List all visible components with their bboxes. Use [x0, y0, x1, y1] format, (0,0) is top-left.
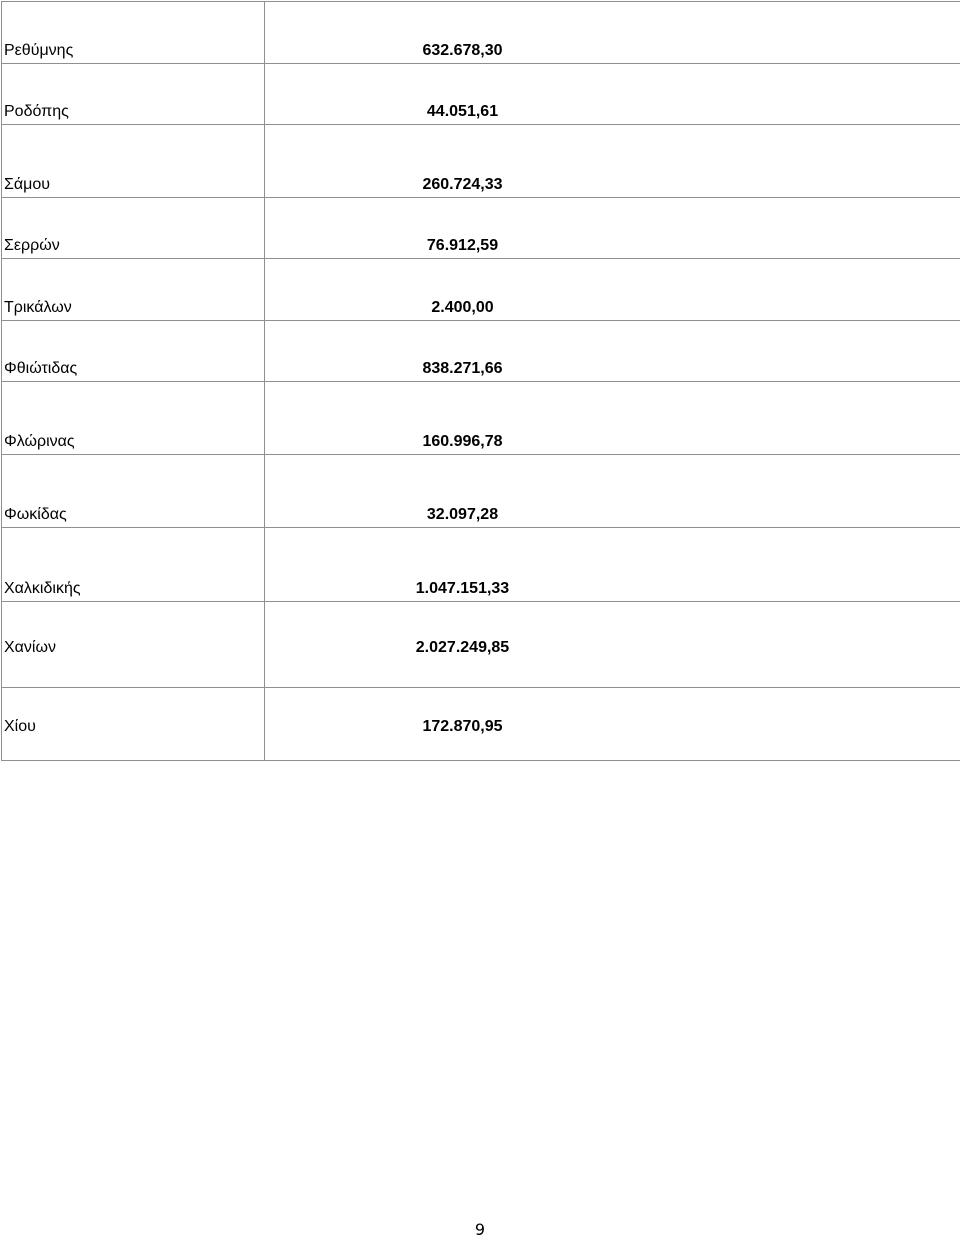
amount-value: 1.047.151,33 [265, 580, 660, 598]
region-name: Φθιώτιδας [4, 360, 264, 378]
region-name: Χανίων [4, 639, 264, 657]
table-row [2, 382, 960, 455]
amount-cell [265, 2, 960, 64]
amount-cell [265, 382, 960, 455]
region-name-cell [2, 382, 265, 455]
region-name: Σερρών [4, 237, 264, 255]
table-row [2, 259, 960, 321]
table-row [2, 602, 960, 688]
region-name: Φωκίδας [4, 506, 264, 524]
region-name-cell [2, 455, 265, 528]
page-number: 9 [0, 1220, 960, 1240]
region-name-cell [2, 64, 265, 125]
amount-value: 2.027.249,85 [265, 639, 660, 657]
amount-value: 2.400,00 [265, 299, 660, 317]
table-row [2, 455, 960, 528]
amount-cell [265, 198, 960, 259]
amount-value: 32.097,28 [265, 506, 660, 524]
amount-value: 632.678,30 [265, 42, 660, 60]
table-row [2, 321, 960, 382]
table-row [2, 528, 960, 602]
region-name-cell [2, 528, 265, 602]
region-name-cell [2, 259, 265, 321]
region-name: Ροδόπης [4, 103, 264, 121]
region-name: Ρεθύμνης [4, 42, 264, 60]
region-name-cell [2, 688, 265, 761]
region-name: Χίου [4, 718, 264, 736]
region-name-cell [2, 125, 265, 198]
amount-cell [265, 688, 960, 761]
amount-cell [265, 321, 960, 382]
region-name: Σάμου [4, 176, 264, 194]
regional-amounts-table [1, 1, 960, 761]
region-name: Φλώρινας [4, 433, 264, 451]
region-name: Χαλκιδικής [4, 580, 264, 598]
table-row [2, 198, 960, 259]
amount-value: 76.912,59 [265, 237, 660, 255]
amount-cell [265, 64, 960, 125]
region-name-cell [2, 321, 265, 382]
table-row [2, 125, 960, 198]
table-row [2, 64, 960, 125]
amount-cell [265, 125, 960, 198]
amount-cell [265, 455, 960, 528]
amount-value: 172.870,95 [265, 718, 660, 736]
region-name: Τρικάλων [4, 299, 264, 317]
amount-value: 260.724,33 [265, 176, 660, 194]
amount-value: 44.051,61 [265, 103, 660, 121]
table-row [2, 688, 960, 761]
region-name-cell [2, 602, 265, 688]
region-name-cell [2, 198, 265, 259]
amount-value: 160.996,78 [265, 433, 660, 451]
region-name-cell [2, 2, 265, 64]
amount-cell [265, 259, 960, 321]
amount-cell [265, 528, 960, 602]
table-row [2, 2, 960, 64]
amount-cell [265, 602, 960, 688]
amount-value: 838.271,66 [265, 360, 660, 378]
